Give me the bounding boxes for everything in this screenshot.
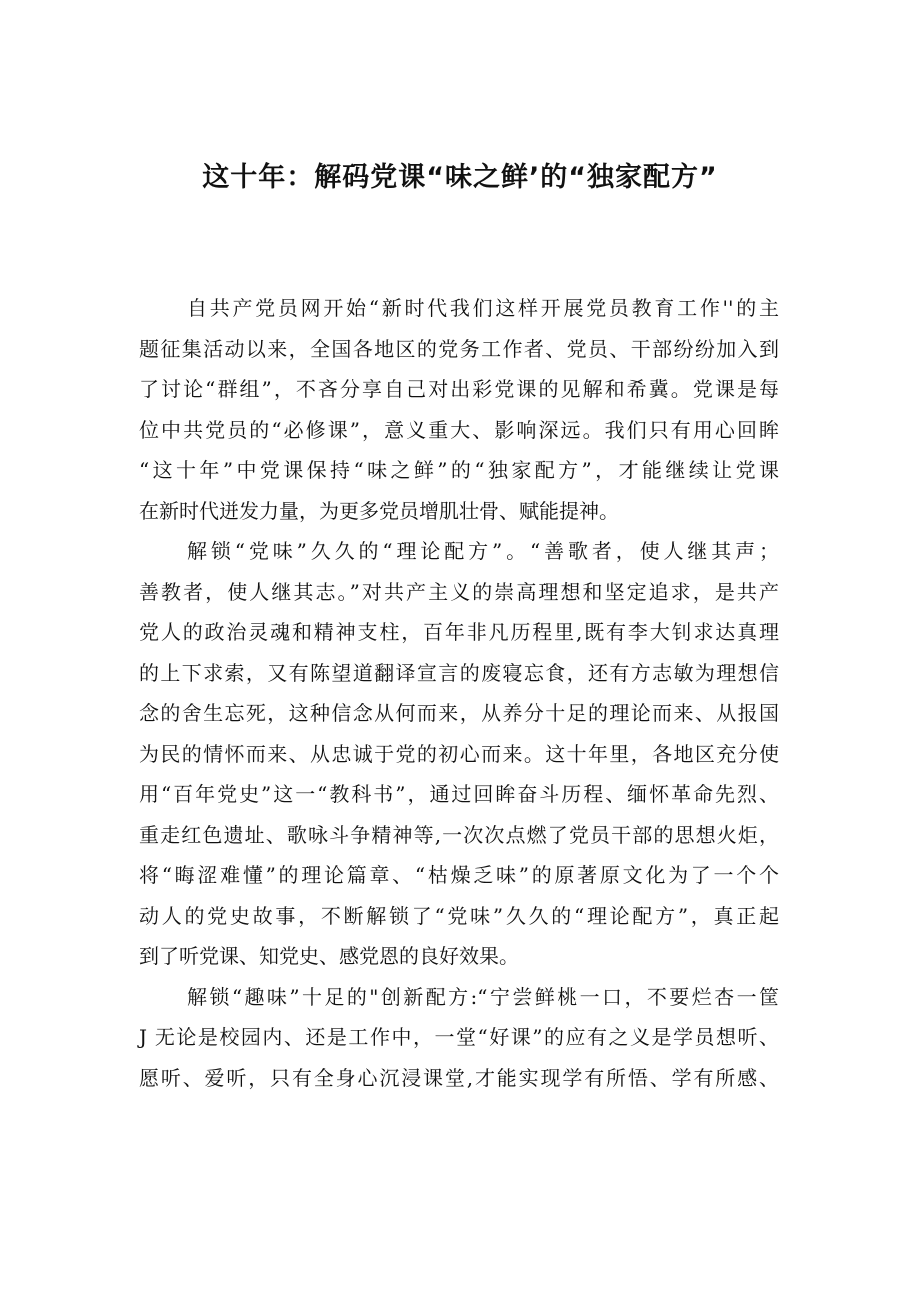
document-body xyxy=(139,288,779,1098)
paragraph-1-line-1: 自共产党员网开始“新时代我们这样开展党员教育工作''的主 xyxy=(187,296,779,320)
paragraph-1-line-3: 了讨论“群组”，不吝分享自己对出彩党课的见解和希冀。党课是每 xyxy=(139,377,779,401)
paragraph-1-line-5: “这十年”中党课保持“味之鲜”的“独家配方”，才能继续让党课 xyxy=(139,458,779,482)
paragraph-1-line-2: 题征集活动以来，全国各地区的党务工作者、党员、干部纷纷加入到 xyxy=(139,336,779,361)
paragraph-2-line-4: 的上下求索，又有陈望道翻译宣言的废寝忘食，还有方志敏为理想信 xyxy=(139,660,779,685)
paragraph-3-line-3: 愿听、爱听，只有全身心沉浸课堂,才能实现学有所悟、学有所感、 xyxy=(139,1065,779,1090)
paragraph-2-line-8: 重走红色遗址、歌咏斗争精神等,一次次点燃了党员干部的思想火炬， xyxy=(139,822,779,847)
paragraph-2-line-5: 念的舍生忘死，这种信念从何而来，从养分十足的理论而来、从报国 xyxy=(139,701,779,725)
paragraph-2-line-9: 将“晦涩难懂”的理论篇章、“枯燥乏味”的原著原文化为了一个个 xyxy=(139,863,779,887)
paragraph-3-line-1: 解锁“趣味”十足的"创新配方:“宁尝鲜桃一口，不要烂杏一筐 xyxy=(187,984,779,1009)
paragraph-2-line-3: 党人的政治灵魂和精神支柱，百年非凡历程里,既有李大钊求达真理 xyxy=(139,620,779,644)
paragraph-1-line-4: 位中共党员的“必修课”，意义重大、影响深远。我们只有用心回眸 xyxy=(139,417,779,442)
paragraph-2-line-7: 用“百年党史”这一“教科书”，通过回眸奋斗历程、缅怀革命先烈、 xyxy=(139,782,779,806)
paragraph-1-line-6: 在新时代迸发力量，为更多党员增肌壮骨、赋能提神。 xyxy=(139,498,619,523)
paragraph-2-line-11: 到了听党课、知党史、感党恩的良好效果。 xyxy=(139,944,519,968)
paragraph-3-line-2: J 无论是校园内、还是工作中，一堂“好课”的应有之义是学员想听、 xyxy=(139,1025,779,1049)
paragraph-2-line-1: 解锁“党味”久久的“理论配方”。“善歌者，使人继其声； xyxy=(187,539,779,563)
paragraph-2-line-2: 善教者，使人继其志。”对共产主义的崇高理想和坚定追求，是共产 xyxy=(139,579,779,604)
document-title: 这十年：解码党课“味之鲜’的“独家配方” xyxy=(202,162,718,193)
paragraph-2-line-6: 为民的情怀而来、从忠诚于党的初心而来。这十年里，各地区充分使 xyxy=(139,741,779,766)
paragraph-2-line-10: 动人的党史故事，不断解锁了“党味”久久的“理论配方”，真正起 xyxy=(139,903,779,928)
